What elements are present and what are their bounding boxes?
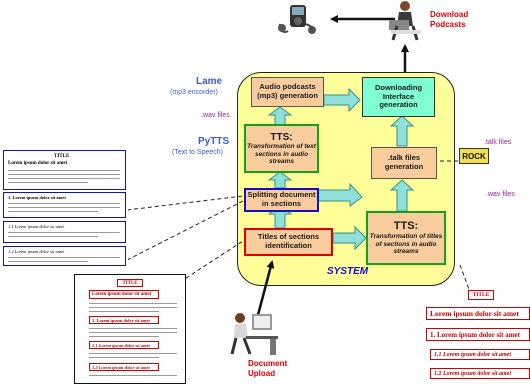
tts-titles-body: Transformation of titles of sections in audio streams: [369, 233, 443, 256]
downloading-interface-box: [362, 77, 435, 117]
dashed-center-doc-to-titles: [180, 241, 243, 282]
arrow-upload-to-system: [258, 262, 272, 315]
upload-label-line2: Upload: [248, 368, 276, 378]
center-doc-s1-box: [89, 316, 159, 324]
rock-logo-text: ROCK: [462, 151, 486, 161]
titles-identification-box: [244, 228, 333, 256]
left-doc-title-block: [3, 150, 126, 190]
dashed-left-doc-to-splitting: [127, 196, 243, 210]
center-doc-s1: 1. Lorem ipsum dolor sit amet: [92, 317, 150, 323]
download-label-line2: Podcasts: [430, 19, 466, 29]
arrow-splitting-to-tts2: [318, 184, 362, 206]
right-doc-s1: 1. Lorem ipsum dolor sit amet: [430, 330, 520, 339]
download-podcasts-label: [430, 10, 468, 29]
arrow-tts2-to-talk: [391, 180, 413, 211]
talk-gen-label: .talk files generation: [384, 153, 424, 171]
right-doc-heading-box: [426, 307, 530, 320]
download-label-line1: Download: [430, 10, 469, 19]
left-doc-s12: 1.2 Lorem ipsum dolor sit amet: [8, 249, 65, 254]
center-doc-s11-box: [89, 341, 159, 349]
right-doc-s1-box: [426, 328, 530, 341]
center-doc-heading: Lorem ipsum dolor sit amet: [92, 292, 152, 297]
talk-files-label: .talk files: [484, 139, 512, 146]
center-document: [74, 274, 186, 384]
arrow-titles-to-tts2: [333, 227, 366, 249]
lame-label: Lame: [196, 76, 223, 87]
right-doc-heading: Lorem ipsum dolor sit amet: [430, 309, 519, 318]
left-document: [0, 150, 128, 266]
pytts-label: PyTTS: [198, 136, 230, 147]
audio-podcasts-label: Audio podcasts (mp3) generation: [257, 82, 318, 100]
person-laptop-icon: [383, 0, 429, 46]
system-label: SYSTEM: [327, 266, 369, 277]
arrow-talk-to-downloading: [391, 116, 413, 146]
center-doc-heading-box: [89, 290, 159, 299]
rock-logo: [459, 148, 489, 164]
right-doc-s12: 1.2 Lorem ipsum dolor sit amet: [434, 370, 512, 377]
document-upload-label: [248, 359, 287, 378]
dashed-left-doc2-to-splitting: [127, 201, 243, 260]
center-doc-title: TITLE: [122, 280, 138, 286]
arrow-splitting-to-tts1: [269, 172, 291, 188]
lame-sub-label: (mp3 encorder): [170, 89, 218, 96]
left-doc-s11: 1.1 Lorem ipsum dolor sit amet: [8, 224, 65, 229]
center-doc-s12-box: [89, 363, 159, 371]
talk-files-box: [371, 147, 437, 179]
right-document: [426, 290, 530, 384]
left-doc-section-1: [3, 192, 126, 218]
left-doc-title: TITLE: [54, 154, 70, 159]
dashed-right-doc-to-tts2: [460, 265, 470, 292]
wav-files-left-label: .wav files: [201, 112, 230, 119]
tts-text-body: Transformation of text sections in audio streams: [247, 143, 316, 165]
right-doc-s11-box: [430, 349, 530, 360]
center-doc-s12: 1.2 Lorem ipsum dolor sit amet: [92, 364, 150, 370]
person-desk-icon: [226, 310, 280, 358]
right-doc-s11: 1.1 Lorem ipsum dolor sit amet: [434, 351, 512, 358]
left-doc-section-11: [3, 221, 126, 243]
arrow-tts1-to-audio: [269, 107, 291, 125]
audio-podcasts-box: [251, 77, 324, 107]
left-doc-section-12: [3, 246, 126, 266]
tts-text-title: TTS:: [270, 131, 293, 143]
titles-label: Titles of sections identification: [257, 232, 320, 250]
downloading-label: Downloading Interface generation: [374, 83, 423, 110]
mp3-player-icon: [276, 4, 322, 36]
splitting-label: Splitting document in sections: [247, 190, 316, 208]
upload-label-line1: Document: [248, 359, 288, 368]
tts-titles-title: TTS:: [393, 220, 419, 233]
right-doc-s12-box: [430, 368, 530, 379]
left-doc-heading: Lorem ipsum dolor sit amet: [8, 161, 68, 166]
center-doc-s11: 1.1 Lorem ipsum dolor sit amet: [92, 342, 150, 348]
left-doc-s1: 1. Lorem ipsum dolor sit amet: [8, 195, 66, 200]
right-doc-title-box: [468, 290, 494, 300]
pytts-sub-label: (Text to Speech): [172, 149, 223, 156]
splitting-box: [244, 188, 319, 212]
arrow-audio-to-downloading: [324, 89, 360, 111]
right-doc-title: TITLE: [472, 292, 490, 298]
tts-text-box: [244, 124, 319, 173]
wav-files-right-label: .wav files: [486, 191, 515, 198]
tts-titles-box: [366, 211, 446, 265]
center-doc-title-box: [117, 279, 143, 287]
